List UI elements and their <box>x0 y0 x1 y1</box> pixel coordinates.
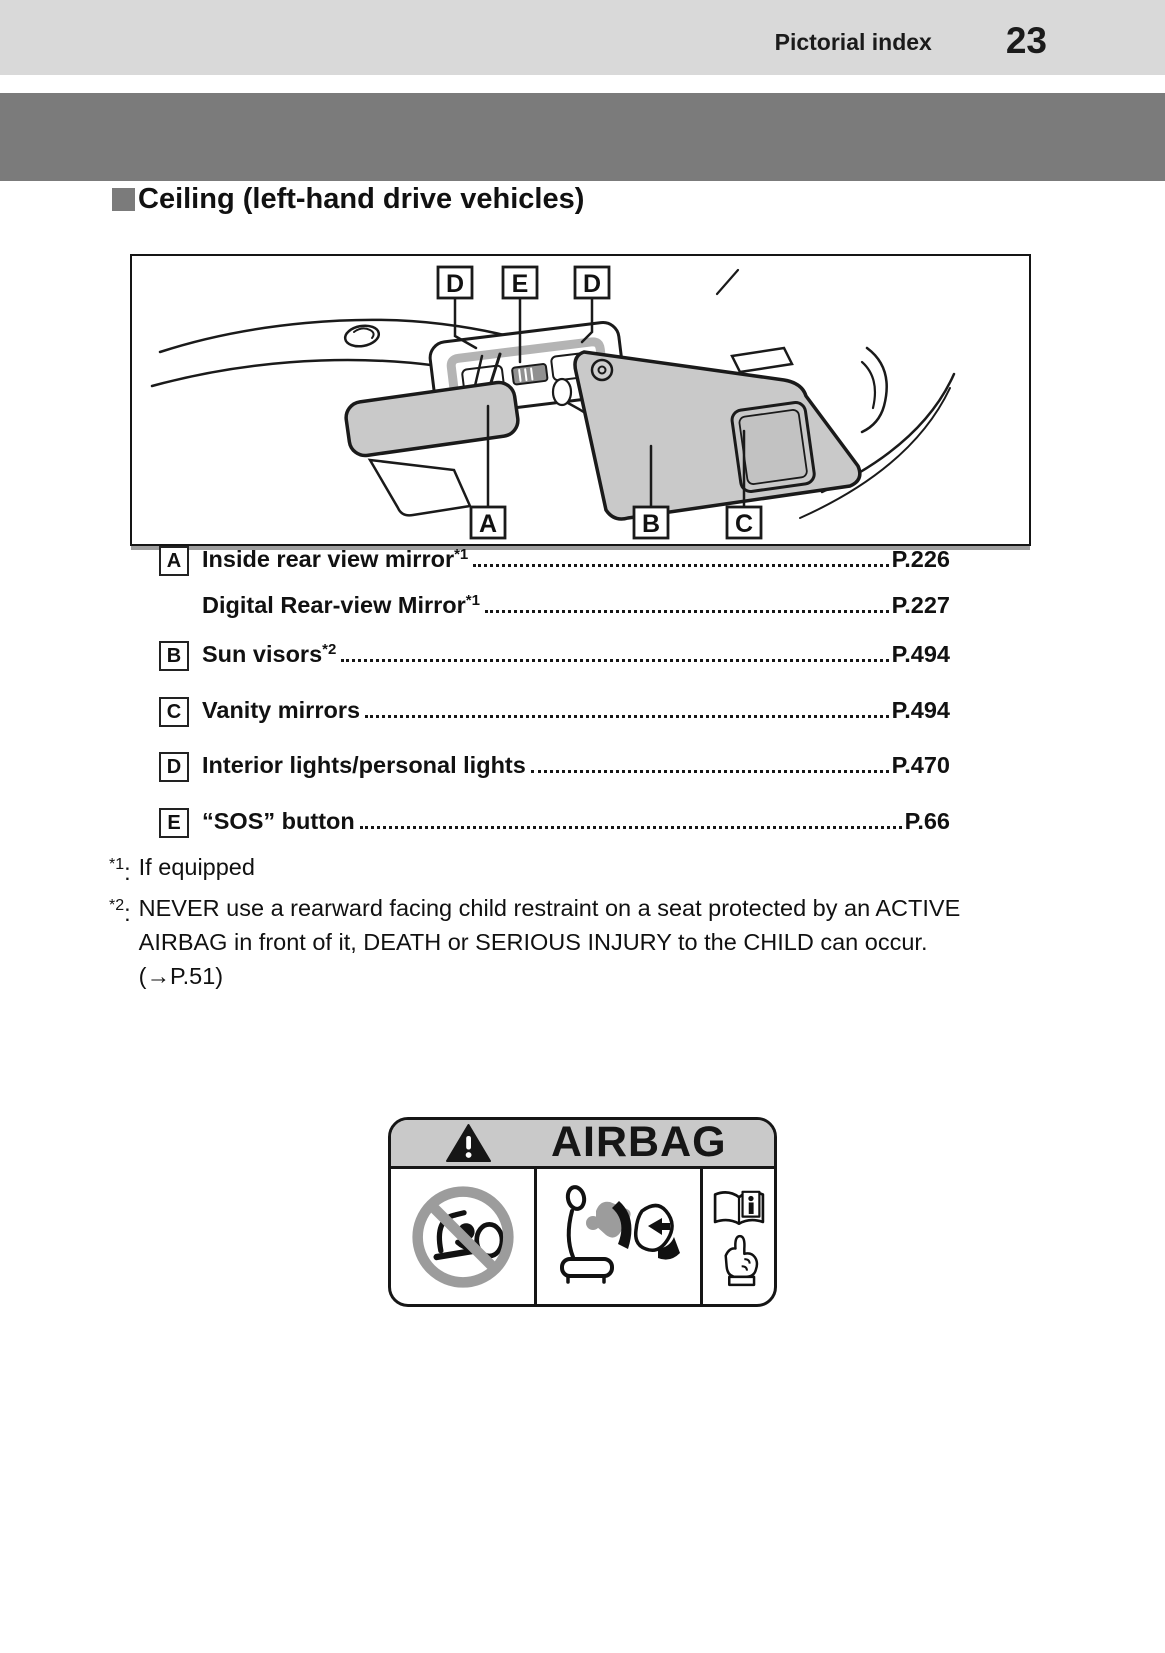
footnote-marker: $^{*2}$: <box>109 897 131 926</box>
dot-leader <box>531 769 889 773</box>
item-page-ref: P.494 <box>891 641 950 667</box>
item-footnote-ref: *2 <box>322 641 337 658</box>
list-item <box>159 641 950 671</box>
item-key-badge: D <box>159 752 189 782</box>
item-key-badge: B <box>159 641 189 671</box>
sos-button <box>512 364 548 385</box>
footnote-marker: $^{*1}$: <box>109 856 131 885</box>
airbag-label-pictograms <box>391 1169 774 1304</box>
item-label: Vanity mirrors <box>202 697 361 723</box>
visor-pivot <box>592 360 612 380</box>
airbag-deployment-icon <box>537 1169 703 1304</box>
section-bullet-icon <box>112 188 135 211</box>
list-item <box>159 592 950 622</box>
item-label: Interior lights/personal lights <box>202 752 526 778</box>
ceiling-illustration <box>132 256 1029 544</box>
footnote-2 <box>109 891 960 993</box>
rear-view-mirror <box>344 380 520 457</box>
pictorial-index-list <box>159 546 950 846</box>
airbag-warning-label <box>388 1117 777 1307</box>
list-item <box>159 546 950 576</box>
item-page-ref: P.226 <box>891 546 950 572</box>
section-title <box>112 183 584 216</box>
item-key-badge: A <box>159 546 189 576</box>
dot-leader <box>473 563 888 567</box>
item-page-ref: P.66 <box>904 808 950 834</box>
callout-label: C <box>734 510 754 538</box>
item-footnote-ref: *1 <box>454 546 469 563</box>
list-item <box>159 752 950 782</box>
item-page-ref: P.494 <box>891 697 950 723</box>
list-item <box>159 697 950 727</box>
prohibition-child-seat-icon <box>391 1169 537 1304</box>
airbag-label-title: AIRBAG <box>551 1117 727 1166</box>
item-label: Digital Rear-view Mirror <box>202 592 466 618</box>
open-book-pointing-hand-icon <box>703 1169 774 1304</box>
section-title-text: Ceiling (left-hand drive vehicles) <box>138 183 585 215</box>
item-key-badge: E <box>159 808 189 838</box>
callout-label: A <box>478 510 498 538</box>
dot-leader <box>341 658 888 662</box>
list-item <box>159 808 950 838</box>
mirror-mount <box>370 460 470 515</box>
ceiling-diagram-box <box>130 254 1031 546</box>
item-page-ref: P.470 <box>891 752 950 778</box>
page-number: 23 <box>1005 19 1047 61</box>
roof-clip <box>344 323 381 349</box>
airbag-label-header <box>391 1117 774 1169</box>
dot-leader <box>360 825 902 829</box>
footnote-1 <box>109 850 255 889</box>
footnote-text: If equipped <box>138 854 255 880</box>
dot-leader <box>485 609 889 613</box>
item-key-badge: C <box>159 697 189 727</box>
item-page-ref: P.227 <box>891 592 950 618</box>
item-footnote-ref: *1 <box>465 592 480 609</box>
footnote-text: NEVER use a rearward facing child restraint on a seat protected by an ACTIVE AIRBAG in front of it, DEATH or SERIOUS INJURY to the CHILD can occur. (→P.51) <box>138 895 961 989</box>
item-label: “SOS” button <box>202 808 355 834</box>
callout-label: D <box>582 270 602 298</box>
item-label: Inside rear view mirror <box>202 546 455 572</box>
map-lamp-lens <box>732 348 792 372</box>
page-header <box>0 0 1165 75</box>
item-key-spacer <box>159 592 189 622</box>
item-label: Sun visors <box>202 641 323 667</box>
dot-leader <box>365 714 889 718</box>
callout-label: D <box>445 270 465 298</box>
warning-triangle-icon <box>446 1123 491 1163</box>
callout-label: E <box>511 270 529 298</box>
sun-visor <box>575 352 860 519</box>
header-section-label: Pictorial index <box>774 29 932 55</box>
callout-label: B <box>641 510 661 538</box>
chapter-band <box>0 93 1165 181</box>
